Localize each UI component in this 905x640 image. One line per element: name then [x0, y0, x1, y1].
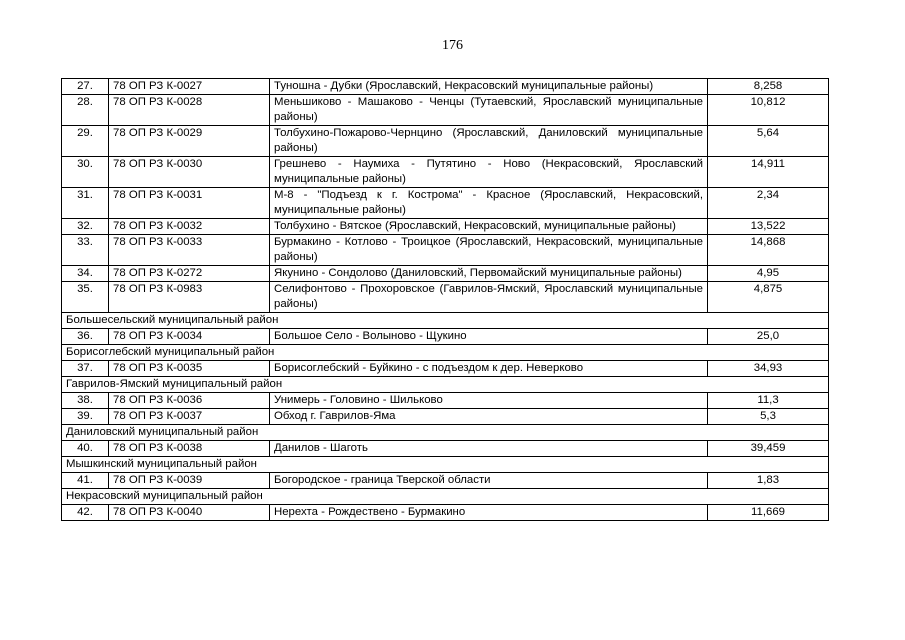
road-length: 10,812 — [708, 95, 829, 126]
road-length: 14,911 — [708, 157, 829, 188]
table-row — [62, 126, 829, 157]
row-number: 33. — [62, 235, 109, 266]
road-name: Большое Село - Волыново - Щукино — [270, 329, 708, 345]
section-row — [62, 457, 829, 473]
road-length: 11,3 — [708, 393, 829, 409]
road-code: 78 ОП РЗ К-0983 — [109, 282, 270, 313]
road-length: 4,95 — [708, 266, 829, 282]
section-row — [62, 345, 829, 361]
road-length: 34,93 — [708, 361, 829, 377]
table-row — [62, 79, 829, 95]
road-name: Меньшиково - Машаково - Ченцы (Тутаевский, Ярославский муниципальные районы) — [270, 95, 708, 126]
road-code: 78 ОП РЗ К-0040 — [109, 505, 270, 521]
road-code: 78 ОП РЗ К-0031 — [109, 188, 270, 219]
section-title: Мышкинский муниципальный район — [62, 457, 829, 473]
section-row — [62, 425, 829, 441]
section-title: Некрасовский муниципальный район — [62, 489, 829, 505]
road-name: Якунино - Сондолово (Даниловский, Первомайский муниципальные районы) — [270, 266, 708, 282]
row-number: 27. — [62, 79, 109, 95]
table-row — [62, 473, 829, 489]
table-row — [62, 505, 829, 521]
road-code: 78 ОП РЗ К-0033 — [109, 235, 270, 266]
road-code: 78 ОП РЗ К-0030 — [109, 157, 270, 188]
table-row — [62, 393, 829, 409]
table-row — [62, 266, 829, 282]
road-code: 78 ОП РЗ К-0039 — [109, 473, 270, 489]
row-number: 37. — [62, 361, 109, 377]
road-length: 25,0 — [708, 329, 829, 345]
section-title: Борисоглебский муниципальный район — [62, 345, 829, 361]
table-row — [62, 441, 829, 457]
road-name: Нерехта - Рождествено - Бурмакино — [270, 505, 708, 521]
row-number: 38. — [62, 393, 109, 409]
row-number: 34. — [62, 266, 109, 282]
road-code: 78 ОП РЗ К-0028 — [109, 95, 270, 126]
road-code: 78 ОП РЗ К-0035 — [109, 361, 270, 377]
road-name: Борисоглебский - Буйкино - с подъездом к дер. Неверково — [270, 361, 708, 377]
road-length: 5,64 — [708, 126, 829, 157]
road-code: 78 ОП РЗ К-0037 — [109, 409, 270, 425]
road-name: Толбухино-Пожарово-Чернцино (Ярославский, Даниловский муниципальные районы) — [270, 126, 708, 157]
road-length: 13,522 — [708, 219, 829, 235]
table-row — [62, 361, 829, 377]
road-code: 78 ОП РЗ К-0038 — [109, 441, 270, 457]
section-row — [62, 313, 829, 329]
section-title: Большесельский муниципальный район — [62, 313, 829, 329]
section-row — [62, 489, 829, 505]
road-name: Грешнево - Наумиха - Путятино - Ново (Некрасовский, Ярославский муниципальные районы) — [270, 157, 708, 188]
row-number: 31. — [62, 188, 109, 219]
road-code: 78 ОП РЗ К-0032 — [109, 219, 270, 235]
road-length: 8,258 — [708, 79, 829, 95]
road-code: 78 ОП РЗ К-0027 — [109, 79, 270, 95]
road-length: 14,868 — [708, 235, 829, 266]
row-number: 35. — [62, 282, 109, 313]
road-name: Бурмакино - Котлово - Троицкое (Ярославский, Некрасовский, муниципальные районы) — [270, 235, 708, 266]
road-length: 5,3 — [708, 409, 829, 425]
table-row — [62, 95, 829, 126]
table-row — [62, 219, 829, 235]
road-name: Туношна - Дубки (Ярославский, Некрасовский муниципальные районы) — [270, 79, 708, 95]
row-number: 32. — [62, 219, 109, 235]
table-row — [62, 157, 829, 188]
road-name: Унимерь - Головино - Шильково — [270, 393, 708, 409]
row-number: 41. — [62, 473, 109, 489]
road-length: 11,669 — [708, 505, 829, 521]
road-code: 78 ОП РЗ К-0272 — [109, 266, 270, 282]
road-length: 4,875 — [708, 282, 829, 313]
road-length: 1,83 — [708, 473, 829, 489]
page-number: 176 — [442, 38, 463, 53]
row-number: 36. — [62, 329, 109, 345]
section-title: Даниловский муниципальный район — [62, 425, 829, 441]
row-number: 42. — [62, 505, 109, 521]
road-name: Данилов - Шаготь — [270, 441, 708, 457]
row-number: 29. — [62, 126, 109, 157]
table-row — [62, 188, 829, 219]
row-number: 28. — [62, 95, 109, 126]
table-row — [62, 409, 829, 425]
row-number: 40. — [62, 441, 109, 457]
road-name: М-8 - "Подъезд к г. Кострома" - Красное (Ярославский, Некрасовский, муниципальные районы) — [270, 188, 708, 219]
road-code: 78 ОП РЗ К-0034 — [109, 329, 270, 345]
section-row — [62, 377, 829, 393]
road-code: 78 ОП РЗ К-0029 — [109, 126, 270, 157]
row-number: 30. — [62, 157, 109, 188]
road-name: Богородское - граница Тверской области — [270, 473, 708, 489]
road-name: Обход г. Гаврилов-Яма — [270, 409, 708, 425]
roads-table-body — [62, 79, 829, 521]
road-code: 78 ОП РЗ К-0036 — [109, 393, 270, 409]
table-row — [62, 329, 829, 345]
road-length: 39,459 — [708, 441, 829, 457]
road-name: Толбухино - Вятское (Ярославский, Некрасовский, муниципальные районы) — [270, 219, 708, 235]
table-row — [62, 235, 829, 266]
row-number: 39. — [62, 409, 109, 425]
road-name: Селифонтово - Прохоровское (Гаврилов-Ямский, Ярославский муниципальные районы) — [270, 282, 708, 313]
roads-table — [61, 78, 829, 521]
table-row — [62, 282, 829, 313]
road-length: 2,34 — [708, 188, 829, 219]
section-title: Гаврилов-Ямский муниципальный район — [62, 377, 829, 393]
